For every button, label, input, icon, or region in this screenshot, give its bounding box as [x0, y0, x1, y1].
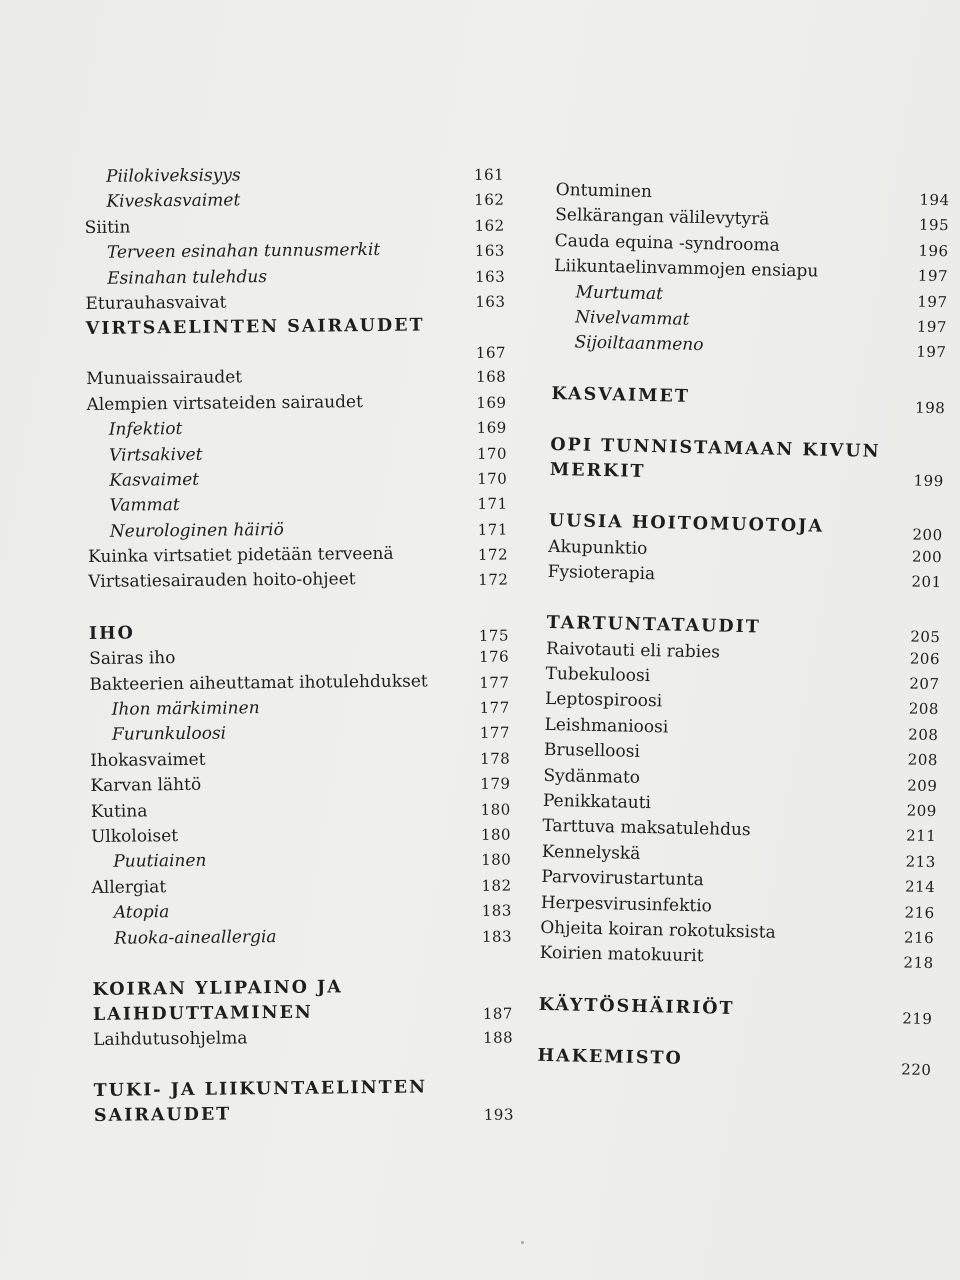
toc-entry-title: Esinahan tulehdus	[107, 266, 268, 289]
toc-entry-title: Tubekuloosi	[545, 663, 651, 687]
toc-entry-title: Leishmanioosi	[544, 714, 669, 738]
toc-page-number: 176	[478, 647, 510, 667]
toc-page-number: 177	[479, 698, 510, 717]
toc-entry-title: Neurologinen häiriö	[109, 519, 284, 542]
toc-page-number: 197	[917, 292, 948, 311]
toc-entry-laihdutusohjelma	[93, 1023, 523, 1053]
toc-heading-virtsaelinten-sairaudet	[86, 313, 517, 368]
toc-page-number: 197	[917, 266, 949, 286]
toc-page-number: 169	[476, 393, 507, 412]
toc-entry-title: Ohjeita koiran rokotuksista	[540, 917, 776, 943]
toc-entry-title: Sijoiltaanmeno	[574, 332, 704, 356]
toc-page-number: 172	[478, 571, 509, 590]
toc-page-number: 183	[481, 927, 513, 946]
toc-left-column	[84, 160, 524, 1129]
toc-page-number: 216	[904, 903, 935, 922]
toc-page-number: 198	[914, 398, 946, 417]
toc-entry-title: Piilokiveksisyys	[106, 165, 241, 187]
toc-page-number: 197	[916, 342, 947, 362]
toc-page-number: 206	[909, 649, 941, 668]
toc-entry-title: KASVAIMET	[551, 383, 691, 407]
toc-page-number: 161	[473, 165, 505, 184]
toc-page-number: 200	[912, 525, 943, 545]
toc-entry-title: Infektiot	[108, 419, 183, 440]
toc-page-number: 162	[474, 190, 505, 210]
toc-page-number: 199	[913, 471, 944, 491]
toc-page-number: 180	[480, 825, 512, 844]
toc-entry-title: TUKI- JA LIIKUNTAELINTEN SAIRAUDET	[93, 1077, 428, 1127]
toc-entry-title: Koirien matokuurit	[539, 943, 704, 967]
toc-page-number: 177	[479, 673, 510, 692]
toc-entry-title: Kuinka virtsatiet pidetään terveenä	[88, 543, 394, 568]
toc-page-number: 179	[480, 774, 511, 794]
toc-page-number: 170	[477, 469, 508, 488]
toc-page-number: 187	[482, 1004, 514, 1023]
toc-entry-title: Laihdutusohjelma	[93, 1028, 248, 1050]
toc-entry-title: Ihokasvaimet	[90, 749, 206, 771]
page-speck	[521, 1241, 524, 1244]
toc-page-number: 180	[480, 800, 511, 819]
toc-page-number: 211	[905, 826, 937, 846]
toc-page-number: 169	[476, 418, 507, 438]
toc-entry-title: Munuaissairaudet	[86, 367, 243, 390]
toc-page-number: 219	[902, 1009, 933, 1028]
toc-page-number: 214	[904, 877, 936, 897]
toc-page-number: 208	[908, 725, 939, 744]
toc-heading-koiran-ylipaino-ja-laihduttaminen	[93, 973, 524, 1028]
toc-page-number: 163	[474, 241, 506, 261]
toc-entry-title: Sydänmato	[543, 765, 641, 788]
toc-page-number: 178	[480, 749, 511, 768]
toc-entry-title: Virtsakivet	[108, 444, 203, 466]
toc-entry-title: Kasvaimet	[109, 469, 200, 491]
toc-page-number: 205	[910, 627, 941, 647]
toc-entry-title: Bakteerien aiheuttamat ihotulehdukset	[89, 671, 428, 695]
toc-entry-title: Ontuminen	[555, 179, 653, 203]
toc-entry-title: Murtumat	[575, 282, 664, 304]
toc-page-number: 197	[916, 317, 948, 337]
toc-page-number: 216	[903, 928, 935, 948]
toc-entry-title: Akupunktio	[548, 536, 648, 559]
toc-entry-title: KÄYTÖSHÄIRIÖT	[538, 994, 735, 1019]
toc-entry-title: Sairas iho	[89, 648, 176, 670]
toc-entry-title: Kennelyskä	[541, 841, 641, 864]
toc-page-number: 167	[475, 343, 507, 363]
toc-page-number: 209	[907, 776, 938, 795]
toc-heading-tuki-ja-liikuntaelinten-sairaudet	[94, 1075, 525, 1130]
toc-page-number: 209	[906, 801, 938, 821]
toc-entry-title: Karvan lähtö	[90, 775, 202, 797]
toc-entry-title: Furunkuloosi	[111, 723, 227, 746]
toc-entry-title: Vammat	[109, 495, 180, 517]
toc-page-number: 171	[477, 520, 508, 539]
toc-page-number: 175	[478, 626, 510, 645]
toc-page-number: 162	[474, 216, 505, 235]
toc-page-number: 168	[476, 367, 507, 387]
toc-page-number: 195	[918, 216, 950, 235]
toc-page-number: 170	[476, 444, 508, 463]
toc-entry-title: Puutiainen	[113, 851, 207, 873]
toc-entry-title: Terveen esinahan tunnusmerkit	[106, 240, 381, 263]
toc-entry-title: Eturauhasvaivat	[85, 292, 227, 314]
toc-page-number: 180	[481, 850, 512, 870]
toc-page-number: 193	[483, 1105, 515, 1125]
toc-entry-title: Liikuntaelinvammojen ensiapu	[553, 256, 819, 282]
toc-heading-opi-tunnistamaan-kivun-merkit	[550, 433, 955, 491]
toc-entry-title: HAKEMISTO	[537, 1045, 683, 1070]
toc-page-number: 213	[905, 852, 936, 871]
toc-page-number: 218	[903, 953, 934, 973]
toc-entry-virtsatiesairauden-hoito-ohjeet	[88, 566, 518, 596]
toc-entry-title: Nivelvammat	[574, 307, 690, 330]
toc-entry-title: Ihon märkiminen	[111, 698, 260, 720]
toc-entry-title: Bruselloosi	[543, 740, 641, 763]
toc-page-number: 171	[477, 494, 508, 514]
toc-entry-title: Parvovirustartunta	[541, 867, 704, 891]
toc-entry-title: Raivotauti eli rabies	[545, 638, 721, 663]
toc-entry-title: Penikkatauti	[542, 790, 652, 814]
toc-entry-title: Tarttuva maksatulehdus	[542, 816, 751, 841]
toc-entry-title: Ulkoloiset	[90, 826, 179, 847]
toc-entry-title: Allergiat	[91, 876, 167, 898]
toc-entry-title: Alempien virtsateiden sairaudet	[86, 391, 364, 415]
toc-page-number: 208	[908, 699, 940, 719]
toc-page-number: 194	[919, 190, 950, 210]
toc-page-number: 172	[477, 545, 509, 564]
toc-page-number: 182	[481, 876, 512, 895]
toc-entry-title: Kiveskasvaimet	[106, 190, 241, 213]
toc-entry-title: UUSIA HOITOMUOTOJA	[548, 511, 825, 537]
toc-page-number: 163	[474, 267, 506, 286]
toc-entry-title: Kutina	[90, 800, 148, 822]
toc-entry-title: Ruoka-aineallergia	[113, 926, 277, 949]
toc-page-number: 188	[482, 1028, 514, 1047]
toc-entry-title: Leptospiroosi	[544, 689, 663, 712]
toc-page-number: 220	[901, 1060, 932, 1080]
toc-entry-title: Selkärangan välilevytyrä	[555, 205, 770, 230]
toc-entry-title: Fysioterapia	[547, 561, 656, 585]
toc-page-number: 201	[911, 572, 942, 592]
toc-entry-title: Herpesvirusinfektio	[540, 892, 713, 917]
toc-entry-title: Atopia	[113, 902, 170, 923]
toc-page-number: 183	[481, 901, 512, 921]
toc-entry-title: IHO	[88, 623, 135, 644]
toc-entry-title: OPI TUNNISTAMAAN KIVUN MERKIT	[549, 435, 881, 483]
toc-page-number: 196	[918, 241, 949, 261]
toc-right-column	[537, 178, 960, 1078]
toc-page-number: 207	[909, 674, 940, 694]
toc-entry-title: Virtsatiesairauden hoito-ohjeet	[88, 569, 356, 593]
toc-page-number: 208	[907, 750, 939, 770]
toc-entry-ruoka-aineallergia	[92, 922, 522, 952]
toc-entry-title: Siitin	[84, 217, 131, 238]
toc-entry-title: VIRTSAELINTEN SAIRAUDET	[85, 315, 425, 340]
toc-page-number: 163	[475, 292, 506, 311]
toc-page-number: 177	[479, 723, 511, 743]
toc-entry-title: KOIRAN YLIPAINO JA LAIHDUTTAMINEN	[92, 977, 343, 1025]
toc-entry-title: Cauda equina -syndrooma	[554, 230, 780, 256]
toc-page-number: 200	[911, 547, 943, 566]
toc-entry-title: TARTUNTATAUDIT	[546, 613, 761, 638]
